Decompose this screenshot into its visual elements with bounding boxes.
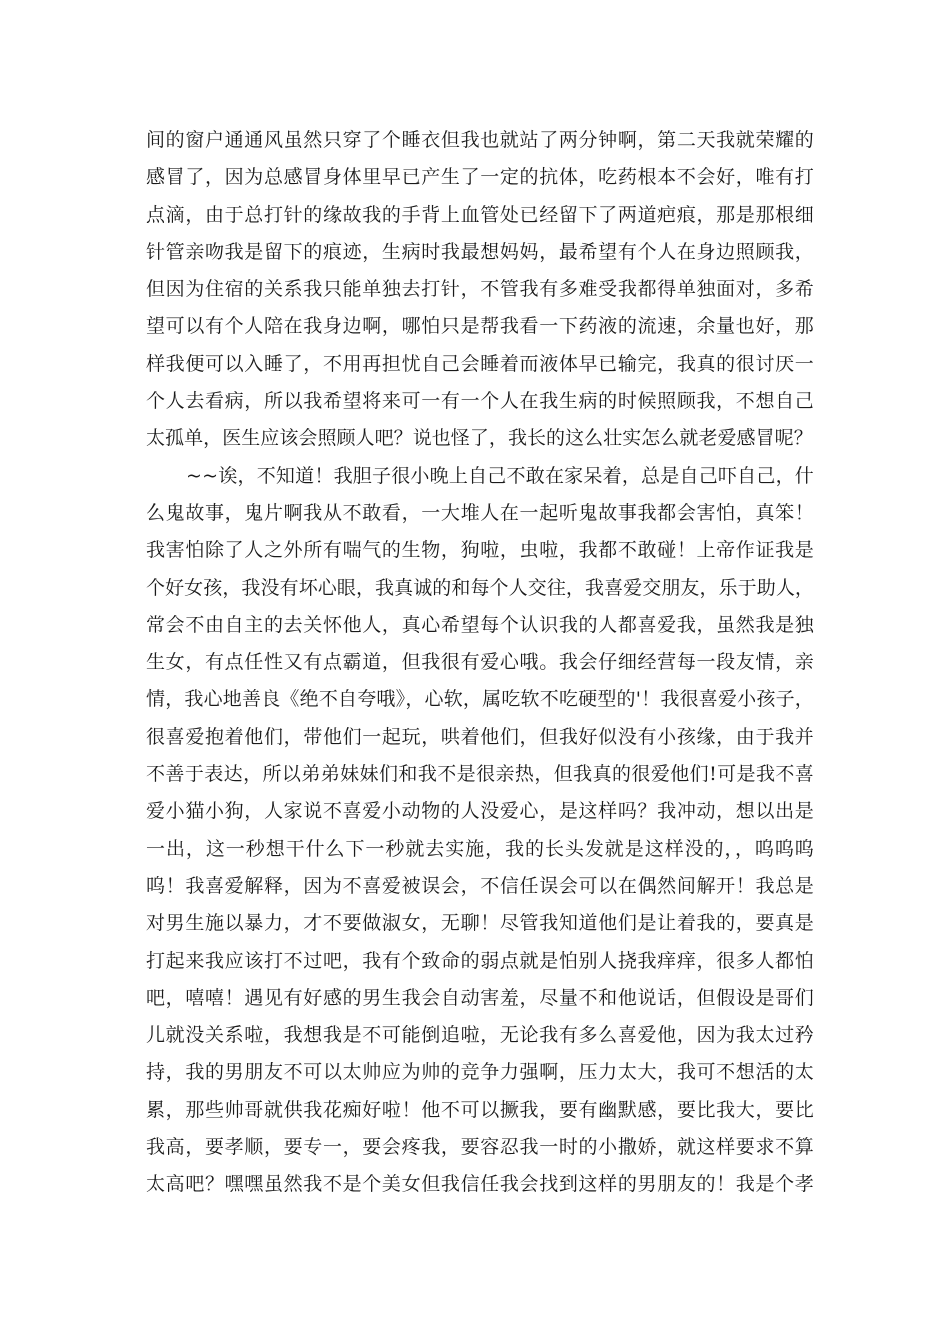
text-line: 间的窗户通通风虽然只穿了个睡衣但我也就站了两分钟啊，第二天我就荣耀的 [146, 129, 814, 151]
text-line: 但因为住宿的关系我只能单独去打针，不管我有多难受我都得单独面对，多希 [146, 278, 814, 301]
text-line: 累，那些帅哥就供我花痴好啦！他不可以撅我，要有幽默感，要比我大，要比 [146, 1098, 814, 1121]
text-line: 点滴，由于总打针的缘故我的手背上血管处已经留下了两道疤痕，那是那根细 [146, 203, 814, 226]
text-line: 常会不由自主的去关怀他人，真心希望每个认识我的人都喜爱我，虽然我是独 [146, 613, 814, 636]
body-text [146, 122, 814, 1204]
text-line: 持，我的男朋友不可以太帅应为帅的竞争力强啊，压力太大，我可不想活的太 [146, 1061, 814, 1084]
text-line: 望可以有个人陪在我身边啊，哪怕只是帮我看一下药液的流速，余量也好，那 [146, 315, 814, 338]
text-line: 样我便可以入睡了，不用再担忧自己会睡着而液体早已输完，我真的很讨厌一 [146, 352, 814, 375]
text-line: ~~诶，不知道！我胆子很小晚上自己不敢在家呆着，总是自己吓自己，什 [186, 464, 814, 487]
text-line: 感冒了，因为总感冒身体里早已产生了一定的抗体，吃药根本不会好，唯有打 [146, 166, 814, 189]
text-line: 个好女孩，我没有坏心眼，我真诚的和每个人交往，我喜爱交朋友，乐于助人， [146, 576, 814, 599]
text-line: 针管亲吻我是留下的痕迹，生病时我最想妈妈，最希望有个人在身边照顾我， [146, 240, 814, 263]
text-line: 生女，有点任性又有点霸道，但我很有爱心哦。我会仔细经营每一段友情，亲 [146, 651, 814, 674]
text-line: 呜！我喜爱解释，因为不喜爱被误会，不信任误会可以在偶然间解开！我总是 [146, 874, 814, 897]
text-line: 我高，要孝顺，要专一，要会疼我，要容忍我一时的小撒娇，就这样要求不算 [146, 1136, 814, 1159]
text-line: 太高吧？嘿嘿虽然我不是个美女但我信任我会找到这样的男朋友的！我是个孝 [146, 1173, 814, 1196]
text-line: 我害怕除了人之外所有喘气的生物，狗啦，虫啦，我都不敢碰！上帝作证我是 [146, 539, 814, 562]
text-line: 儿就没关系啦，我想我是不可能倒追啦，无论我有多么喜爱他，因为我太过矜 [146, 1024, 814, 1047]
text-line: 打起来我应该打不过吧，我有个致命的弱点就是怕别人挠我痒痒，很多人都怕 [146, 949, 814, 972]
text-line: 情，我心地善良《绝不自夸哦》，心软，属吃软不吃硬型的'！我很喜爱小孩子， [146, 688, 814, 711]
text-line: 不善于表达，所以弟弟妹妹们和我不是很亲热，但我真的很爱他们!可是我不喜 [146, 763, 814, 786]
text-line: 对男生施以暴力，才不要做淑女，无聊！尽管我知道他们是让着我的，要真是 [146, 912, 814, 935]
text-line: 爱小猫小狗，人家说不喜爱小动物的人没爱心，是这样吗？我冲动，想以出是 [146, 800, 814, 823]
text-line: 个人去看病，所以我希望将来可一有一个人在我生病的时候照顾我，不想自己 [146, 390, 814, 413]
text-line: 太孤单，医生应该会照顾人吧？说也怪了，我长的这么壮实怎么就老爱感冒呢？ [146, 427, 813, 450]
text-line: 吧，嘻嘻！遇见有好感的男生我会自动害羞，尽量不和他说话，但假设是哥们 [146, 986, 814, 1009]
text-line: 么鬼故事，鬼片啊我从不敢看，一大堆人在一起听鬼故事我都会害怕，真笨！ [146, 501, 814, 524]
text-line: 很喜爱抱着他们，带他们一起玩，哄着他们，但我好似没有小孩缘，由于我并 [146, 725, 814, 748]
text-line: 一出，这一秒想干什么下一秒就去实施，我的长头发就是这样没的，，呜呜呜 [146, 837, 814, 860]
